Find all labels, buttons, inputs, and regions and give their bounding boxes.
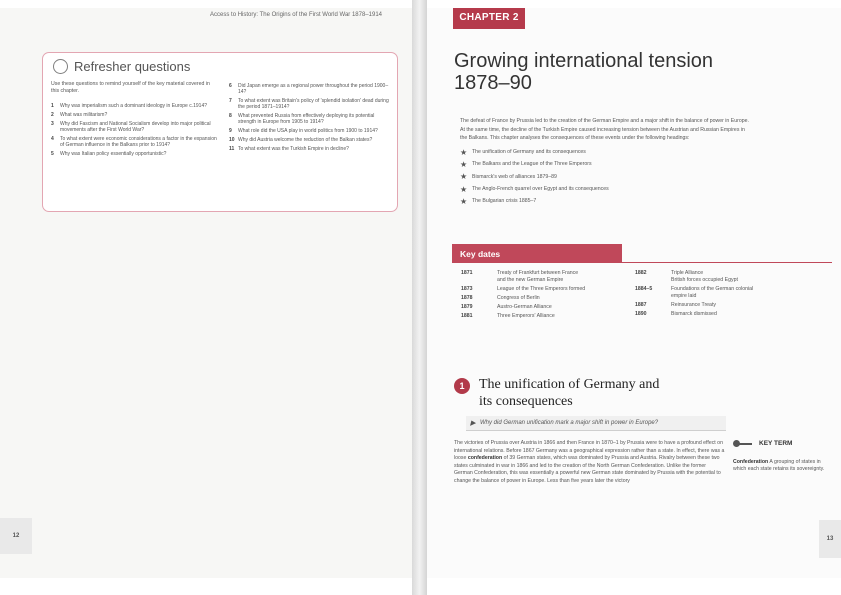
question-text: Why did Austria welcome the reduction of the Balkan states? xyxy=(238,136,373,143)
chapter-intro: The defeat of France by Prussia led to the creation of the German Empire and a major shift in the balance of power in Europe. At the same time, the decline of the Turkish Empire caused increasing tension between the Austrian and Russian Empires in the Balkans. This chapter analyses the consequences of these events under the following headings: xyxy=(460,118,749,142)
date-year: 1871 xyxy=(461,270,473,276)
date-row xyxy=(461,295,641,302)
question-item xyxy=(51,136,221,148)
bullet-text: The unification of Germany and its consequences xyxy=(472,149,586,156)
body-text-end: of 39 German states, which was dominated by Prussia and Austria. Rivalry between these two states culminated in war in 1866 and led to the creation of the North German Confederation. Unlike the former German Confederation, this was essentially a powerful new German state dominated by Prussia with the potential to change the balance of power in Europe. Less than five years later the victory xyxy=(454,455,721,484)
date-event: empire laid xyxy=(671,293,697,299)
question-number: 4 xyxy=(51,135,54,142)
chapter-title xyxy=(454,50,754,94)
question-text: To what extent was the Turkish Empire in decline? xyxy=(238,145,349,152)
page-number-left: 12 xyxy=(0,518,32,554)
star-icon: ★ xyxy=(460,184,468,194)
bullet-item xyxy=(460,158,760,170)
running-head: Access to History: The Origins of the First World War 1878–1914 xyxy=(210,12,382,18)
question-number: 5 xyxy=(51,150,54,157)
question-text: To what extent was Britain's policy of 'splendid isolation' dead during the period 1871–1914? xyxy=(238,98,389,111)
question-text: What role did the USA play in world politics from 1900 to 1914? xyxy=(238,128,378,134)
bullet-text: The Bulgarian crisis 1885–7 xyxy=(472,198,537,205)
date-row xyxy=(461,270,641,284)
question-item xyxy=(229,83,391,95)
question-number: 9 xyxy=(229,128,232,134)
date-event: Reinsurance Treaty xyxy=(671,302,716,308)
heading-bullet-list xyxy=(460,146,760,207)
date-event: British forces occupied Egypt xyxy=(671,277,738,283)
page-number-right: 13 xyxy=(819,520,841,558)
date-event: Bismarck dismissed xyxy=(671,311,717,317)
date-row xyxy=(461,313,641,320)
date-row xyxy=(635,311,825,318)
chapter-tab: CHAPTER 2 xyxy=(453,8,525,29)
question-number: 10 xyxy=(229,136,235,143)
question-item xyxy=(51,103,221,109)
date-event: Treaty of Frankfurt between France xyxy=(497,270,579,276)
date-row xyxy=(635,286,825,300)
question-number: 1 xyxy=(51,103,54,109)
date-year: 1881 xyxy=(461,313,473,319)
question-number: 7 xyxy=(229,98,232,104)
date-event: and the new German Empire xyxy=(497,277,564,283)
section-number-badge: 1 xyxy=(454,378,470,394)
question-text: What was militarism? xyxy=(60,111,108,118)
key-dates-divider xyxy=(452,262,832,263)
bullet-text: The Balkans and the League of the Three Emperors xyxy=(472,161,592,168)
key-term-word: Confederation xyxy=(733,459,769,465)
date-event: Foundations of the German colonial xyxy=(671,286,754,292)
question-text: To what extent were economic considerations a factor in the expansion of German influence in the Balkans prior to 1914? xyxy=(60,135,217,148)
bullet-item xyxy=(460,171,760,183)
question-item xyxy=(229,98,391,110)
date-year: 1882 xyxy=(635,270,647,276)
date-row xyxy=(635,270,825,284)
key-term-panel xyxy=(733,440,833,473)
question-text: Why did Fascism and National Socialism develop into major political movements after the First World War? xyxy=(60,120,211,133)
refresher-title-text: Refresher questions xyxy=(74,59,191,74)
question-item xyxy=(51,121,221,133)
bullet-item xyxy=(460,183,760,195)
date-row xyxy=(461,286,641,293)
section-title xyxy=(479,376,719,410)
date-year: 1884–5 xyxy=(635,286,653,292)
question-text: Did Japan emerge as a regional power throughout the period 1900–14? xyxy=(238,83,389,96)
refresher-title xyxy=(53,59,190,74)
question-list-left xyxy=(51,103,221,159)
question-item xyxy=(229,146,391,152)
body-key-term: confederation xyxy=(467,455,503,462)
key-icon xyxy=(733,440,753,447)
date-event: League of the Three Emperors formed xyxy=(497,286,586,292)
triangle-arrow-icon: ▶ xyxy=(470,420,476,427)
date-event: Congress of Berlin xyxy=(497,295,540,301)
date-year: 1879 xyxy=(461,304,473,310)
key-term-label: KEY TERM xyxy=(759,440,793,447)
question-number: 3 xyxy=(51,120,54,127)
refresher-box xyxy=(42,52,398,212)
date-row xyxy=(635,302,825,309)
section-title-line1: The unification of Germany and xyxy=(479,377,660,392)
bullet-item xyxy=(460,195,760,207)
section-body-text xyxy=(454,440,726,486)
star-icon: ★ xyxy=(460,159,468,169)
star-icon: ★ xyxy=(460,196,468,206)
section-title-line2: its consequences xyxy=(479,394,573,409)
star-icon: ★ xyxy=(460,147,468,157)
left-page xyxy=(0,8,412,578)
question-number: 6 xyxy=(229,83,232,89)
key-dates-right xyxy=(635,270,825,320)
key-dates-left xyxy=(461,270,641,322)
bullet-text: The Anglo-French quarrel over Egypt and its consequences xyxy=(472,186,609,193)
question-number: 11 xyxy=(229,145,235,152)
date-year: 1887 xyxy=(635,302,647,308)
question-item xyxy=(229,113,391,125)
question-text: What prevented Russia from effectively deploying its potential strength in Europe from 1905 to 1914? xyxy=(238,113,375,126)
chapter-title-line2: 1878–90 xyxy=(454,72,532,94)
date-row xyxy=(461,304,641,311)
key-term-definition xyxy=(733,459,833,473)
date-year: 1873 xyxy=(461,286,473,292)
star-icon: ★ xyxy=(460,172,468,182)
question-item xyxy=(229,128,391,134)
key-dates-header: Key dates xyxy=(452,244,622,263)
bullet-text: Bismarck's web of alliances 1879–89 xyxy=(472,173,557,180)
key-term-header xyxy=(733,440,833,447)
question-item xyxy=(229,137,391,143)
focus-question: Why did German unification mark a major shift in power in Europe? xyxy=(480,420,659,426)
question-text: Why was Italian policy essentially opportunistic? xyxy=(60,150,167,157)
date-event: Triple Alliance xyxy=(671,270,704,276)
refresher-intro: Use these questions to remind yourself of the key material covered in this chapter. xyxy=(51,81,210,94)
book-spine xyxy=(412,0,427,595)
question-list-right xyxy=(229,83,391,154)
question-text: Why was imperialism such a dominant ideology in Europe c.1914? xyxy=(60,103,208,109)
question-number: 2 xyxy=(51,111,54,118)
circle-icon xyxy=(53,59,68,74)
question-number: 8 xyxy=(229,113,232,119)
date-year: 1890 xyxy=(635,311,647,317)
key-term-text: A grouping of states in which each state retains its sovereignty. xyxy=(733,459,825,472)
date-event: Austro-German Alliance xyxy=(497,304,552,310)
chapter-title-line1: Growing international tension xyxy=(454,50,714,72)
date-event: Three Emperors' Alliance xyxy=(497,313,555,319)
date-year: 1878 xyxy=(461,295,473,301)
bullet-item xyxy=(460,146,760,158)
question-item xyxy=(51,151,221,157)
question-item xyxy=(51,112,221,118)
right-page xyxy=(427,8,841,578)
body-text-start: The victories of Prussia over Austria in 1866 and then France in 1870–1 by Prussia were to have a profound effect on international relations. Before 1867 Germany was a geographical expression rather than a state. In effect, there was a loose xyxy=(454,440,725,462)
focus-question-bar xyxy=(466,416,726,431)
